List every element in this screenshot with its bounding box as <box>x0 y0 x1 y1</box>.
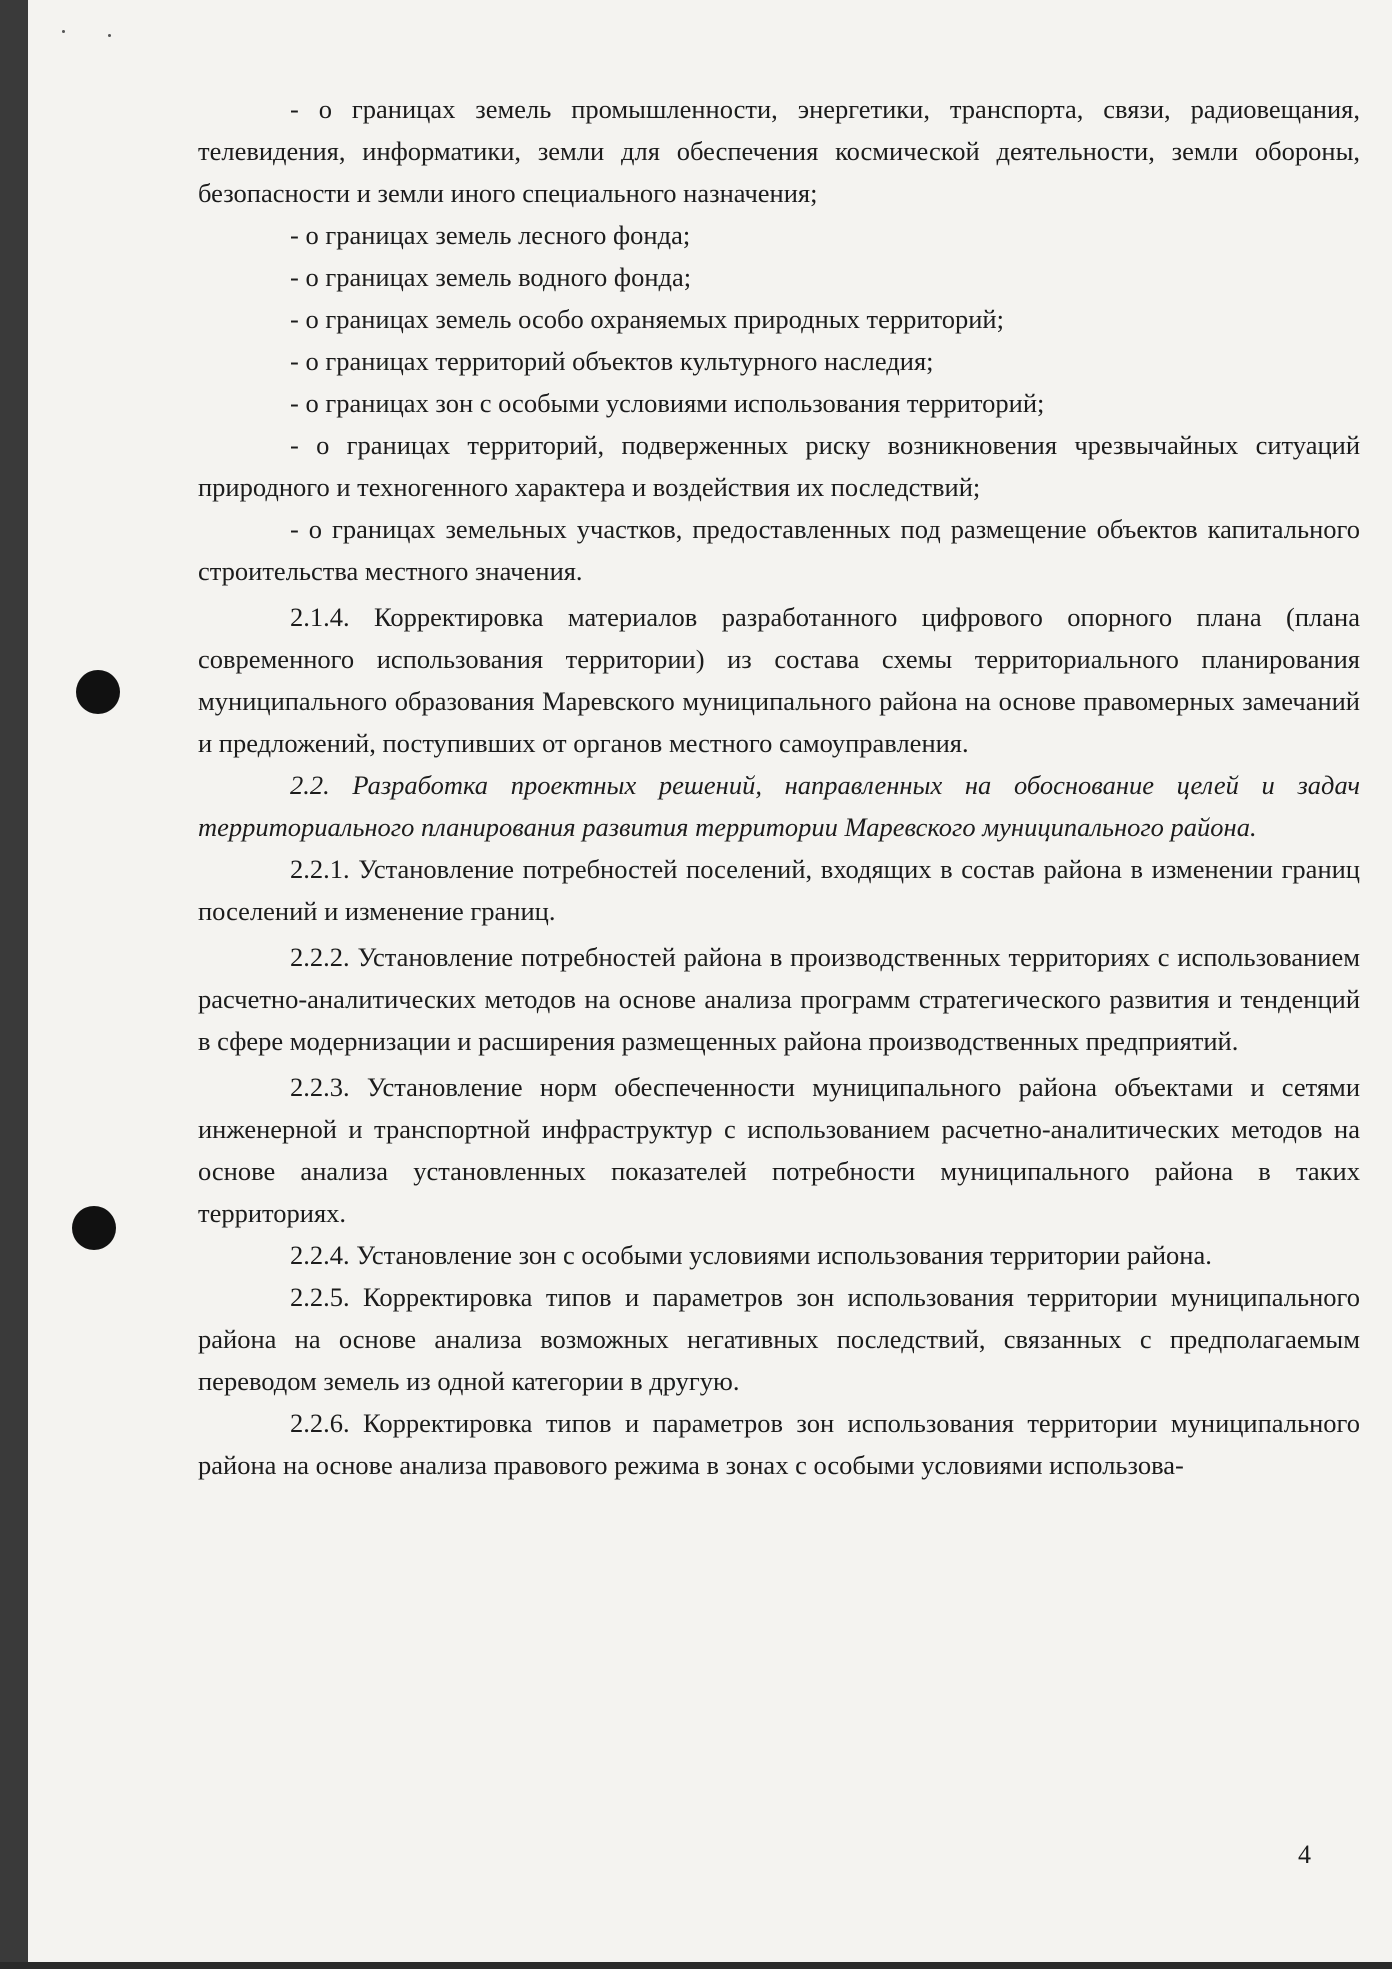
paragraph-2-2-5: 2.2.5. Корректировка типов и параметров зон использования территории муниципального района на основе анализа возможных негативных последствий, связанных с предполагаемым переводом земель из одной категории в другую. <box>198 1282 1360 1396</box>
punch-hole <box>72 1206 116 1250</box>
paragraph-2-1-4: 2.1.4. Корректировка материалов разработанного цифрового опорного плана (плана современного использования территории) из состава схемы территориального планирования муниципального образования Маревского муниципального района на основе правомерных замечаний и предложений, поступивших от органов местного самоуправления. <box>198 602 1360 758</box>
paragraph-2-2-2: 2.2.2. Установление потребностей района в производственных территориях с использованием расчетно-аналитических методов на основе анализа программ стратегического развития и тенденций в сфере модернизации и расширения размещенных района производственных предприятий. <box>198 942 1360 1056</box>
list-item: - о границах земель лесного фонда; <box>290 220 691 250</box>
paragraph-2-2-6: 2.2.6. Корректировка типов и параметров зон использования территории муниципального района на основе анализа правового режима в зонах с особыми условиями использова- <box>198 1408 1360 1480</box>
list-item: - о границах территорий объектов культурного наследия; <box>290 346 934 376</box>
scan-speck <box>62 30 65 33</box>
list-item: - о границах территорий, подверженных риску возникновения чрезвычайных ситуаций природного и техногенного характера и воздействия их последствий; <box>198 430 1360 502</box>
list-item: - о границах земель промышленности, энергетики, транспорта, связи, радиовещания, телевидения, информатики, земли для обеспечения космической деятельности, земли обороны, безопасности и земли иного специального назначения; <box>198 94 1360 208</box>
paragraph-2-2-4: 2.2.4. Установление зон с особыми условиями использования территории района. <box>290 1240 1212 1270</box>
section-heading-2-2: 2.2. Разработка проектных решений, направленных на обоснование целей и задач территориального планирования развития территории Маревского муниципального района. <box>198 770 1360 842</box>
list-item: - о границах земель водного фонда; <box>290 262 692 292</box>
list-item: - о границах земельных участков, предоставленных под размещение объектов капитального строительства местного значения. <box>198 514 1360 586</box>
paragraph-2-2-1: 2.2.1. Установление потребностей поселений, входящих в состав района в изменении границ поселений и изменение границ. <box>198 854 1360 926</box>
document-page <box>28 0 1392 1962</box>
document-body <box>198 88 1360 1486</box>
punch-hole <box>76 670 120 714</box>
scan-speck <box>108 34 111 37</box>
page-number: 4 <box>1298 1840 1311 1869</box>
scan-edge <box>0 1962 1392 1969</box>
list-item: - о границах зон с особыми условиями использования территорий; <box>290 388 1045 418</box>
paragraph-2-2-3: 2.2.3. Установление норм обеспеченности муниципального района объектами и сетями инженерной и транспортной инфраструктур с использованием расчетно-аналитических методов на основе анализа установленных показателей потребности муниципального района в таких территориях. <box>198 1072 1360 1228</box>
list-item: - о границах земель особо охраняемых природных территорий; <box>290 304 1004 334</box>
